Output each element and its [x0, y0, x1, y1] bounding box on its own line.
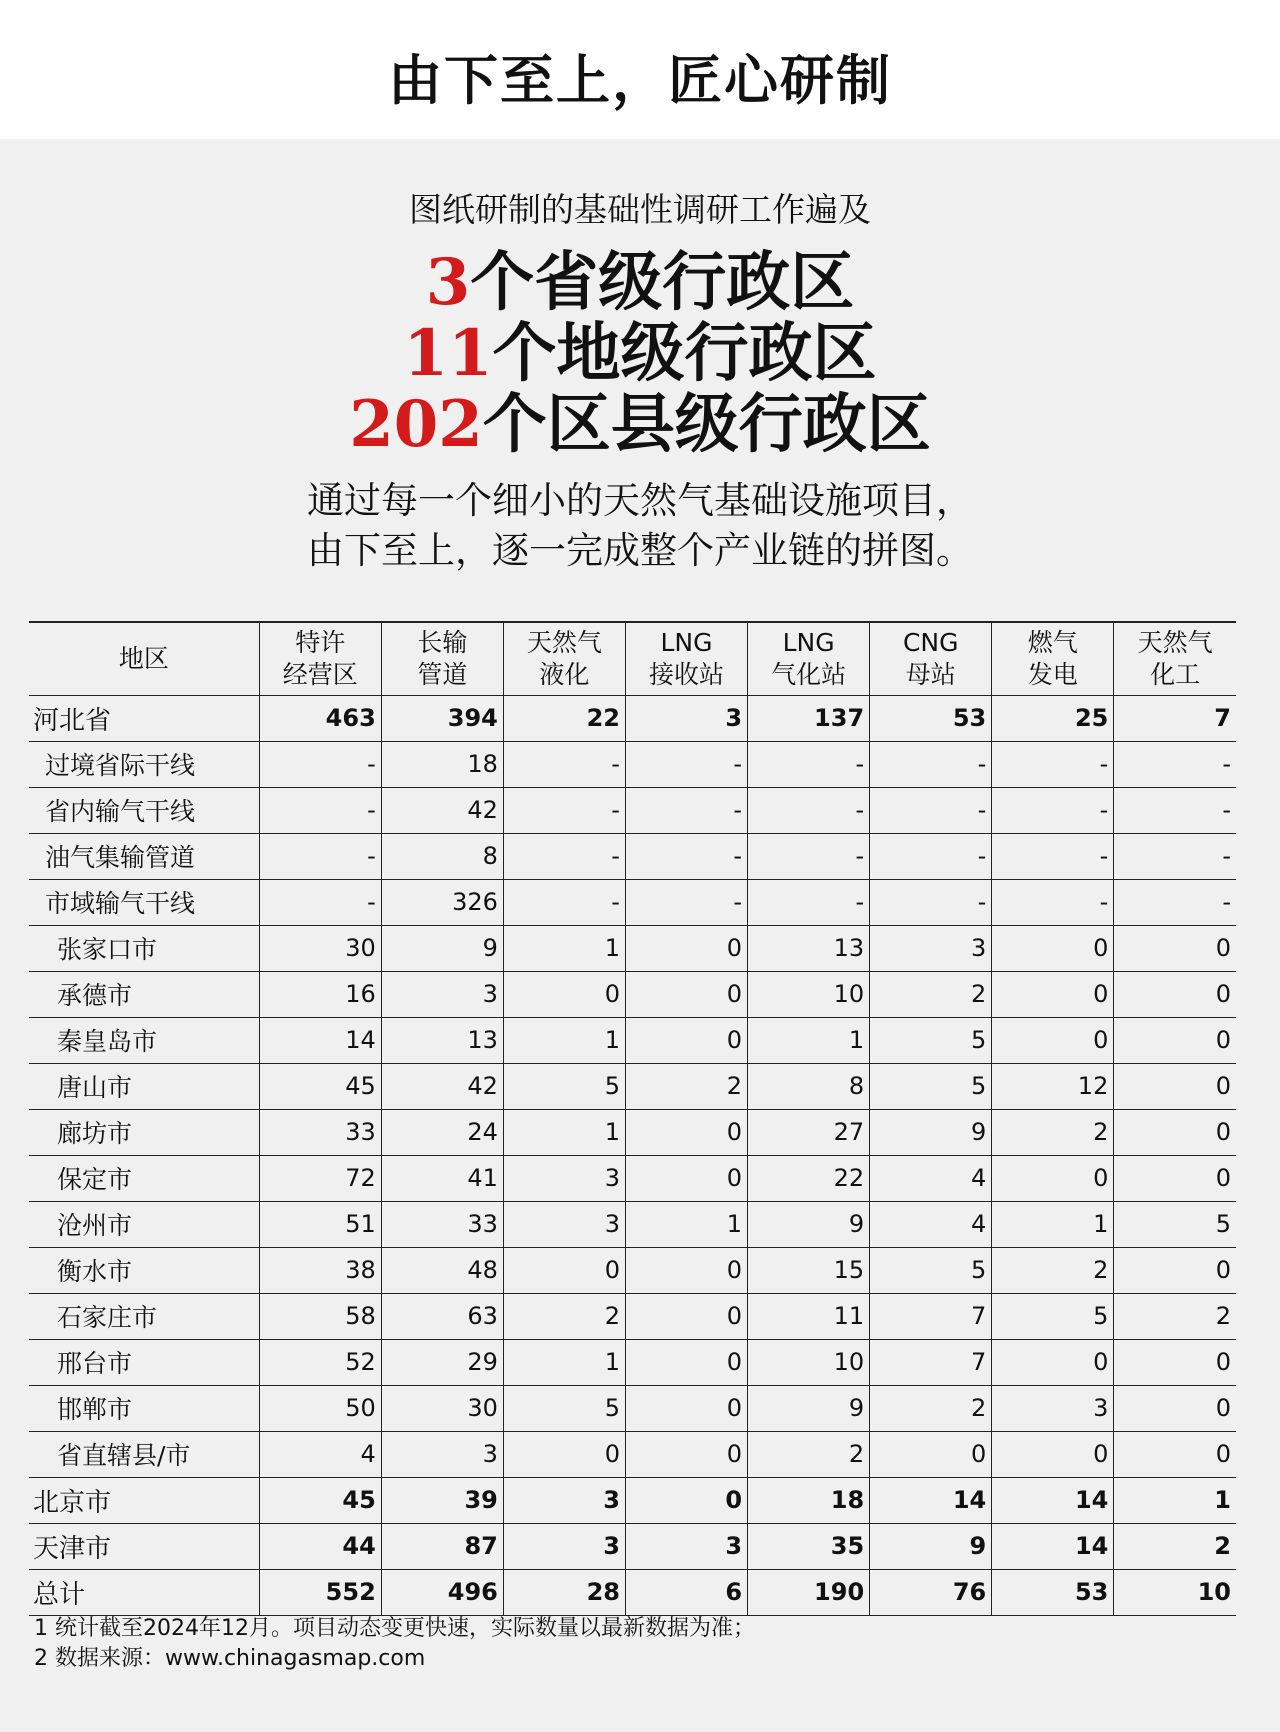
region-cell: 省内输气干线: [29, 787, 259, 833]
value-cell: 2: [992, 1109, 1114, 1155]
value-cell: 394: [381, 695, 503, 741]
value-cell: 10: [1114, 1569, 1236, 1615]
value-cell: 7: [870, 1293, 992, 1339]
region-cell: 河北省: [29, 695, 259, 741]
region-cell: 油气集输管道: [29, 833, 259, 879]
table-header-row: [29, 622, 1236, 695]
value-cell: 22: [503, 695, 625, 741]
value-cell: -: [992, 833, 1114, 879]
value-cell: 0: [992, 971, 1114, 1017]
value-cell: 39: [381, 1477, 503, 1523]
table-row: [29, 1293, 1236, 1339]
table-row: [29, 833, 1236, 879]
value-cell: 0: [1114, 1339, 1236, 1385]
value-cell: 2: [1114, 1523, 1236, 1569]
column-header: [625, 622, 747, 695]
column-header: [992, 622, 1114, 695]
value-cell: 29: [381, 1339, 503, 1385]
column-header-line: 气化站: [771, 659, 847, 689]
stat-number: 3: [425, 245, 471, 320]
value-cell: 0: [1114, 1385, 1236, 1431]
value-cell: 13: [748, 925, 870, 971]
stat-provincial: [0, 247, 1280, 319]
column-header-line: 天然气: [526, 627, 602, 657]
value-cell: 14: [259, 1017, 381, 1063]
value-cell: 190: [748, 1569, 870, 1615]
column-header-line: LNG: [782, 627, 835, 657]
table-row: [29, 1385, 1236, 1431]
region-cell: 天津市: [29, 1523, 259, 1569]
value-cell: -: [748, 833, 870, 879]
value-cell: -: [1114, 879, 1236, 925]
value-cell: 0: [625, 925, 747, 971]
value-cell: 7: [1114, 695, 1236, 741]
column-header-line: 管道: [417, 659, 468, 689]
value-cell: 0: [992, 1155, 1114, 1201]
value-cell: 137: [748, 695, 870, 741]
footnotes: [34, 1614, 755, 1674]
value-cell: 496: [381, 1569, 503, 1615]
value-cell: 12: [992, 1063, 1114, 1109]
value-cell: 0: [992, 1017, 1114, 1063]
column-header-line: LNG: [660, 627, 713, 657]
value-cell: 0: [625, 1339, 747, 1385]
value-cell: 5: [870, 1063, 992, 1109]
value-cell: -: [625, 879, 747, 925]
value-cell: 42: [381, 787, 503, 833]
column-header: [748, 622, 870, 695]
value-cell: 0: [1114, 1109, 1236, 1155]
statistics-table-container: [29, 621, 1236, 1616]
footnote: 1 统计截至2024年12月。项目动态变更快速，实际数量以最新数据为准；: [34, 1616, 755, 1641]
value-cell: 0: [992, 1431, 1114, 1477]
value-cell: -: [992, 879, 1114, 925]
column-header-line: CNG: [902, 627, 959, 657]
table-row: [29, 1063, 1236, 1109]
value-cell: 22: [748, 1155, 870, 1201]
table-row: [29, 1431, 1236, 1477]
value-cell: -: [992, 787, 1114, 833]
value-cell: 5: [503, 1385, 625, 1431]
statistics-table: [29, 621, 1236, 1616]
value-cell: 52: [259, 1339, 381, 1385]
region-cell: 秦皇岛市: [29, 1017, 259, 1063]
table-row: [29, 879, 1236, 925]
value-cell: 14: [870, 1477, 992, 1523]
column-header: [259, 622, 381, 695]
value-cell: 5: [992, 1293, 1114, 1339]
value-cell: 0: [1114, 1063, 1236, 1109]
column-header-line: 特许: [295, 627, 346, 657]
column-header-line: 发电: [1027, 659, 1078, 689]
value-cell: -: [748, 879, 870, 925]
table-row: [29, 1109, 1236, 1155]
value-cell: 18: [381, 741, 503, 787]
value-cell: 3: [381, 1431, 503, 1477]
column-header-line: 天然气: [1137, 627, 1213, 657]
value-cell: -: [748, 741, 870, 787]
column-header-line: 母站: [905, 659, 956, 689]
region-cell: 石家庄市: [29, 1293, 259, 1339]
table-row: [29, 1017, 1236, 1063]
value-cell: 11: [748, 1293, 870, 1339]
value-cell: 14: [992, 1477, 1114, 1523]
value-cell: 51: [259, 1201, 381, 1247]
page-title: 由下至上，匠心研制: [388, 49, 892, 112]
value-cell: 0: [625, 1155, 747, 1201]
value-cell: 552: [259, 1569, 381, 1615]
value-cell: 5: [870, 1247, 992, 1293]
value-cell: 63: [381, 1293, 503, 1339]
value-cell: -: [870, 879, 992, 925]
stat-county: [0, 389, 1280, 461]
value-cell: 42: [381, 1063, 503, 1109]
value-cell: 1: [503, 1109, 625, 1155]
value-cell: 76: [870, 1569, 992, 1615]
region-cell: 邢台市: [29, 1339, 259, 1385]
value-cell: 1: [992, 1201, 1114, 1247]
value-cell: 0: [625, 1385, 747, 1431]
value-cell: 9: [748, 1385, 870, 1431]
column-header-line: 接收站: [649, 659, 725, 689]
table-row: [29, 971, 1236, 1017]
value-cell: 58: [259, 1293, 381, 1339]
value-cell: 326: [381, 879, 503, 925]
value-cell: -: [870, 787, 992, 833]
value-cell: 10: [748, 971, 870, 1017]
value-cell: 3: [503, 1523, 625, 1569]
table-row: [29, 741, 1236, 787]
stat-number: 11: [403, 316, 493, 391]
stat-number: 202: [349, 387, 483, 462]
value-cell: 4: [259, 1431, 381, 1477]
value-cell: 0: [625, 1431, 747, 1477]
value-cell: 2: [748, 1431, 870, 1477]
column-header-line: 经营区: [282, 659, 358, 689]
value-cell: 8: [381, 833, 503, 879]
value-cell: 9: [870, 1109, 992, 1155]
value-cell: -: [748, 787, 870, 833]
value-cell: 30: [259, 925, 381, 971]
table-row: [29, 695, 1236, 741]
value-cell: 0: [503, 1431, 625, 1477]
column-header-line: 液化: [539, 659, 590, 689]
table-row: [29, 1477, 1236, 1523]
value-cell: 9: [748, 1201, 870, 1247]
stat-prefecture: [0, 318, 1280, 390]
region-cell: 过境省际干线: [29, 741, 259, 787]
value-cell: 3: [381, 971, 503, 1017]
column-header-line: 长输: [417, 627, 468, 657]
column-header: [381, 622, 503, 695]
value-cell: -: [870, 833, 992, 879]
value-cell: 0: [1114, 1431, 1236, 1477]
value-cell: -: [992, 741, 1114, 787]
value-cell: 14: [992, 1523, 1114, 1569]
value-cell: 2: [870, 971, 992, 1017]
value-cell: 2: [992, 1247, 1114, 1293]
description-line: 通过每一个细小的天然气基础设施项目，: [307, 479, 973, 522]
value-cell: 0: [503, 971, 625, 1017]
value-cell: 1: [748, 1017, 870, 1063]
value-cell: 3: [870, 925, 992, 971]
footnote: 2 数据来源：www.chinagasmap.com: [34, 1646, 426, 1671]
value-cell: 1: [503, 925, 625, 971]
table-body: [29, 695, 1236, 1615]
value-cell: 0: [503, 1247, 625, 1293]
value-cell: 9: [381, 925, 503, 971]
value-cell: 28: [503, 1569, 625, 1615]
value-cell: 27: [748, 1109, 870, 1155]
region-cell: 张家口市: [29, 925, 259, 971]
value-cell: 0: [992, 925, 1114, 971]
value-cell: 0: [1114, 1017, 1236, 1063]
value-cell: -: [1114, 741, 1236, 787]
value-cell: -: [503, 833, 625, 879]
column-header: [503, 622, 625, 695]
table-row: [29, 1201, 1236, 1247]
value-cell: 0: [625, 1017, 747, 1063]
value-cell: 0: [625, 1247, 747, 1293]
value-cell: 16: [259, 971, 381, 1017]
value-cell: 0: [1114, 971, 1236, 1017]
value-cell: -: [259, 741, 381, 787]
value-cell: 8: [748, 1063, 870, 1109]
value-cell: 7: [870, 1339, 992, 1385]
value-cell: 10: [748, 1339, 870, 1385]
value-cell: 1: [503, 1017, 625, 1063]
value-cell: 3: [992, 1385, 1114, 1431]
value-cell: 15: [748, 1247, 870, 1293]
value-cell: 0: [1114, 925, 1236, 971]
region-cell: 廊坊市: [29, 1109, 259, 1155]
value-cell: 45: [259, 1477, 381, 1523]
region-cell: 市域输气干线: [29, 879, 259, 925]
value-cell: 2: [1114, 1293, 1236, 1339]
value-cell: 25: [992, 695, 1114, 741]
value-cell: -: [503, 787, 625, 833]
value-cell: 0: [625, 971, 747, 1017]
stat-text: 个省级行政区: [470, 246, 855, 320]
column-header-line: 地区: [118, 643, 169, 673]
column-header-line: 化工: [1150, 659, 1201, 689]
value-cell: 0: [870, 1431, 992, 1477]
table-row: [29, 1247, 1236, 1293]
value-cell: 463: [259, 695, 381, 741]
value-cell: 3: [625, 695, 747, 741]
value-cell: 38: [259, 1247, 381, 1293]
value-cell: -: [259, 787, 381, 833]
value-cell: 4: [870, 1155, 992, 1201]
value-cell: 9: [870, 1523, 992, 1569]
region-cell: 唐山市: [29, 1063, 259, 1109]
value-cell: 35: [748, 1523, 870, 1569]
region-cell: 北京市: [29, 1477, 259, 1523]
value-cell: 53: [870, 695, 992, 741]
value-cell: 3: [503, 1201, 625, 1247]
region-cell: 沧州市: [29, 1201, 259, 1247]
value-cell: 2: [503, 1293, 625, 1339]
column-header-line: 燃气: [1027, 627, 1078, 657]
region-cell: 总计: [29, 1569, 259, 1615]
table-row: [29, 1155, 1236, 1201]
value-cell: -: [1114, 833, 1236, 879]
stat-text: 个地级行政区: [492, 317, 877, 391]
value-cell: 0: [992, 1339, 1114, 1385]
table-row: [29, 1569, 1236, 1615]
value-cell: 72: [259, 1155, 381, 1201]
value-cell: 50: [259, 1385, 381, 1431]
value-cell: 2: [625, 1063, 747, 1109]
region-cell: 衡水市: [29, 1247, 259, 1293]
value-cell: 87: [381, 1523, 503, 1569]
value-cell: 5: [870, 1017, 992, 1063]
value-cell: 53: [992, 1569, 1114, 1615]
intro-lead: 图纸研制的基础性调研工作遍及: [409, 190, 871, 229]
region-cell: 省直辖县/市: [29, 1431, 259, 1477]
table-row: [29, 1523, 1236, 1569]
value-cell: 0: [625, 1109, 747, 1155]
table-row: [29, 787, 1236, 833]
value-cell: -: [870, 741, 992, 787]
value-cell: 0: [1114, 1247, 1236, 1293]
value-cell: 45: [259, 1063, 381, 1109]
region-cell: 承德市: [29, 971, 259, 1017]
value-cell: -: [503, 879, 625, 925]
value-cell: 6: [625, 1569, 747, 1615]
value-cell: -: [625, 787, 747, 833]
region-cell: 保定市: [29, 1155, 259, 1201]
value-cell: 41: [381, 1155, 503, 1201]
value-cell: 4: [870, 1201, 992, 1247]
value-cell: 3: [503, 1155, 625, 1201]
region-cell: 邯郸市: [29, 1385, 259, 1431]
value-cell: 30: [381, 1385, 503, 1431]
value-cell: -: [259, 879, 381, 925]
value-cell: 3: [503, 1477, 625, 1523]
value-cell: 48: [381, 1247, 503, 1293]
value-cell: 0: [625, 1477, 747, 1523]
value-cell: 1: [625, 1201, 747, 1247]
table-row: [29, 1339, 1236, 1385]
value-cell: 0: [1114, 1155, 1236, 1201]
value-cell: 0: [625, 1293, 747, 1339]
value-cell: -: [503, 741, 625, 787]
table-row: [29, 925, 1236, 971]
value-cell: 24: [381, 1109, 503, 1155]
value-cell: 2: [870, 1385, 992, 1431]
value-cell: -: [1114, 787, 1236, 833]
value-cell: 33: [381, 1201, 503, 1247]
column-header: [870, 622, 992, 695]
value-cell: -: [259, 833, 381, 879]
value-cell: 1: [503, 1339, 625, 1385]
value-cell: 13: [381, 1017, 503, 1063]
value-cell: 18: [748, 1477, 870, 1523]
value-cell: 44: [259, 1523, 381, 1569]
value-cell: 5: [1114, 1201, 1236, 1247]
value-cell: 3: [625, 1523, 747, 1569]
value-cell: 1: [1114, 1477, 1236, 1523]
column-header-region: [29, 622, 259, 695]
value-cell: -: [625, 833, 747, 879]
value-cell: 33: [259, 1109, 381, 1155]
description-line: 由下至上，逐一完成整个产业链的拼图。: [307, 529, 973, 572]
value-cell: 5: [503, 1063, 625, 1109]
value-cell: -: [625, 741, 747, 787]
column-header: [1114, 622, 1236, 695]
stat-text: 个区县级行政区: [482, 388, 931, 462]
